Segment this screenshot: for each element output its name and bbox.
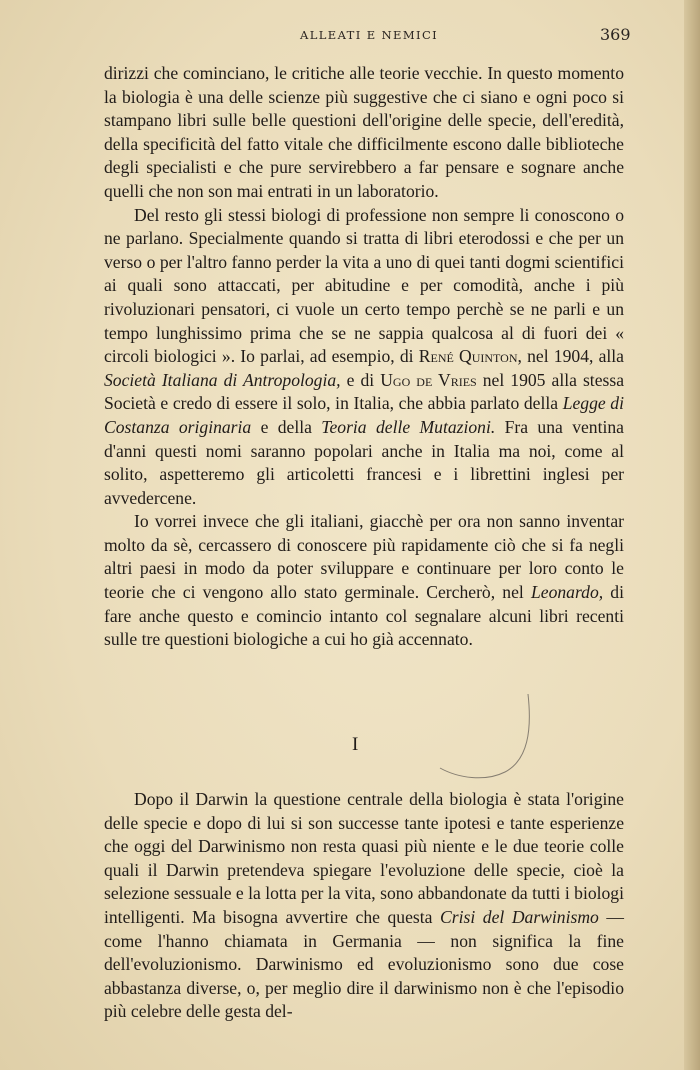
- paragraph-2-text: nel 1905 alla stessa Società e credo di essere il solo, in Italia, che abbia parlato della: [104, 369, 625, 414]
- paragraph-2-text: e di: [340, 369, 381, 390]
- crisis-title: Crisi del Darwinismo: [440, 906, 599, 927]
- paragraph-3-text: Io vorrei invece che gli italiani, giacchè per ora non sanno inventar molto da sè, cercassero di conoscere più rapidamente ciò che si fa negli altri paesi in modo da poter sviluppare e continuare per loro conto le teorie che ci vengono allo stato germinale. Cercherò, nel: [104, 511, 624, 603]
- text-block-lower: [104, 788, 624, 1024]
- page-gutter: [684, 0, 700, 1070]
- running-head: [0, 26, 700, 46]
- section-heading: I: [352, 734, 359, 755]
- text-block-upper: [104, 62, 624, 652]
- society-name: Società Italiana di Antropologia,: [104, 369, 341, 390]
- paragraph-2-text: , nel 1904, alla: [517, 346, 624, 367]
- author-name-quinton: René Quinton: [418, 346, 518, 367]
- theory-title: Teoria delle Mutazioni.: [321, 416, 496, 437]
- paragraph-4-text: Dopo il Darwin la questione centrale della biologia è stata l'origine delle specie e dopo di lui si son successe tante ipotesi e tante esperienze che oggi del Darwinismo non resta quasi più niente e le due teorie colle quali il Darwin pretendeva spiegare l'evoluzione delle specie, cioè la selezione sessuale e la lotta per la vita, sono abbandonate da tutti i biologi intelligenti. Ma bisogna avvertire che questa: [104, 789, 624, 927]
- law-title: Legge di Costanza originaria: [104, 393, 624, 437]
- running-title: ALLEATI E NEMICI: [300, 28, 439, 42]
- author-name-de-vries: Ugo de Vries: [380, 369, 477, 390]
- paragraph-3-text: di fare anche questo e comincio intanto col segnalare alcuni libri recenti sulle tre questioni biologiche a cui ho già accennato.: [104, 582, 624, 650]
- pencil-annotation-mark: [410, 690, 550, 790]
- paragraph-4: [104, 788, 624, 1024]
- journal-title: Leonardo,: [530, 582, 604, 603]
- paragraph-3: [104, 510, 624, 652]
- paragraph-1: dirizzi che cominciano, le critiche alle teorie vecchie. In questo momento la biologia è una delle scienze più suggestive che ci siano e ogni poco si stampano libri sulle belle questioni dell'origine delle specie, dell'eredità, della specificità del fatto vitale che difficilmente escono dalle biblioteche degli specialisti e che pure servirebbero a far pensare e sognare anche quelli che non son mai entrati in un laboratorio.: [104, 63, 624, 201]
- page-number: 369: [600, 25, 631, 44]
- paragraph-4-text: — come l'hanno chiamata in Germania — non significa la fine dell'evoluzionismo. Darwinismo ed evoluzionismo sono due cose abbastanza diverse, o, per meglio dire il darwinismo non è che l'episodio più celebre delle gesta del-: [104, 906, 624, 1022]
- paragraph-2: [104, 204, 624, 511]
- paragraph-2-text: Fra una ventina d'anni questi nomi saranno popolari anche in Italia ma noi, come al solito, aspetteremo gli articoletti francesi e i librettini inglesi per avvedercene.: [104, 416, 624, 508]
- paragraph-2-text: Del resto gli stessi biologi di professione non sempre li conoscono o ne parlano. Specialmente quando si tratta di libri eterodossi e che per un verso o per l'altro fanno perder la vita a uno di quei tanti dogmi scientifici ai quali sono attaccati, per abitudine e per comodità, anche i più rivoluzionari pensatori, ci vuole un certo tempo perchè se ne parli e un tempo lunghissimo prima che se ne sappia qualcosa al di fuori dei « circoli biologici ». Io parlai, ad esempio, di: [104, 204, 624, 367]
- paragraph-2-text: e della: [251, 416, 322, 437]
